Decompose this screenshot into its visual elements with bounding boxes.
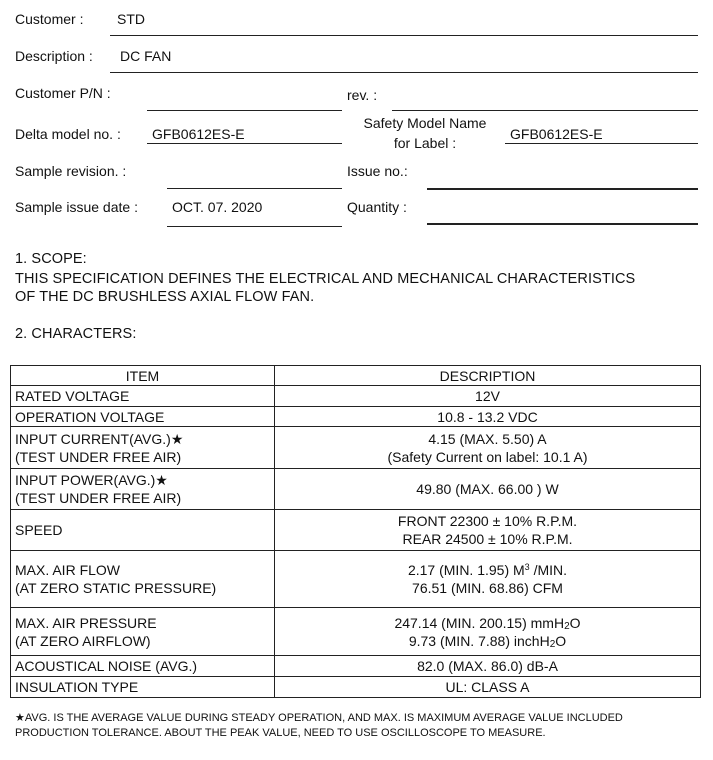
sample-revision-underline	[167, 188, 342, 189]
scope-line-1: THIS SPECIFICATION DEFINES THE ELECTRICAL AND MECHANICAL CHARACTERISTICS	[15, 271, 636, 287]
row-item-line: (AT ZERO AIRFLOW)	[15, 632, 151, 649]
row-item: RATED VOLTAGE	[11, 386, 275, 407]
subscript-two: 2	[564, 620, 570, 632]
superscript-three: 3	[524, 562, 530, 572]
characters-heading: 2. CHARACTERS:	[15, 326, 137, 342]
safety-model-underline	[505, 143, 698, 144]
subscript-two: 2	[549, 638, 556, 650]
rev-label: rev. :	[347, 87, 378, 103]
row-description-line: 247.14 (MIN. 200.15) mmH$_2$O	[394, 614, 581, 632]
footnote-line-1: ★AVG. IS THE AVERAGE VALUE DURING STEADY OPERATION, AND MAX. IS MAXIMUM AVERAGE VALUE INCLUDED	[15, 712, 623, 724]
table-row	[11, 608, 701, 656]
rev-underline	[392, 110, 698, 111]
row-item	[11, 551, 275, 608]
table-row	[11, 386, 701, 407]
row-description-line: REAR 24500 ± 10% R.P.M.	[402, 531, 573, 547]
scope-line-2: OF THE DC BRUSHLESS AXIAL FLOW FAN.	[15, 289, 315, 305]
safety-label-line2: for Label :	[393, 135, 457, 151]
row-item-line: (TEST UNDER FREE AIR)	[15, 490, 182, 506]
row-description	[275, 551, 701, 608]
description-value: DC FAN	[120, 48, 172, 64]
row-description: 10.8 - 13.2 VDC	[275, 407, 701, 427]
quantity-underline	[427, 223, 698, 225]
table-row	[11, 656, 701, 677]
row-item: ACOUSTICAL NOISE (AVG.)	[11, 656, 275, 677]
description-label: Description :	[15, 48, 93, 64]
row-item-line: MAX. AIR FLOW	[15, 562, 121, 578]
customer-pn-underline	[147, 110, 342, 111]
table-row	[11, 510, 701, 551]
sample-issue-date-value: OCT. 07. 2020	[172, 199, 263, 215]
table-row	[11, 551, 701, 608]
row-description: 12V	[275, 386, 701, 407]
row-description	[275, 510, 701, 551]
row-item: INSULATION TYPE	[11, 677, 275, 698]
row-item-line: INPUT POWER(AVG.)★	[15, 472, 168, 488]
sample-issue-date-underline	[167, 226, 342, 227]
row-description-line: 76.51 (MIN. 68.86) CFM	[412, 580, 563, 596]
row-item-line: (TEST UNDER FREE AIR)	[15, 448, 182, 465]
issue-no-underline	[427, 188, 698, 190]
delta-model-value: GFB0612ES-E	[152, 126, 245, 142]
row-description	[275, 427, 701, 469]
sample-issue-date-label: Sample issue date :	[15, 199, 138, 215]
row-description-line: (Safety Current on label: 10.1 A)	[387, 448, 588, 465]
characteristics-table	[10, 365, 701, 698]
safety-model-value: GFB0612ES-E	[510, 126, 603, 142]
delta-model-underline	[147, 143, 342, 144]
issue-no-label: Issue no.:	[347, 163, 408, 179]
row-item: SPEED	[11, 510, 275, 551]
row-item-line: INPUT CURRENT(AVG.)★	[15, 430, 184, 447]
row-description: 82.0 (MAX. 86.0) dB-A	[275, 656, 701, 677]
safety-label-line1: Safety Model Name	[363, 115, 487, 131]
row-item	[11, 469, 275, 510]
table-header-row	[11, 366, 701, 386]
row-description: UL: CLASS A	[275, 677, 701, 698]
row-description	[275, 608, 701, 656]
quantity-label: Quantity :	[347, 199, 407, 215]
table-row	[11, 427, 701, 469]
row-description-line: 4.15 (MAX. 5.50) A	[428, 430, 547, 447]
customer-value: STD	[117, 11, 145, 27]
customer-pn-label: Customer P/N :	[15, 85, 111, 101]
row-description-line: FRONT 22300 ± 10% R.P.M.	[397, 513, 578, 529]
sample-revision-label: Sample revision. :	[15, 163, 127, 179]
row-description: 49.80 (MAX. 66.00 ) W	[275, 469, 701, 510]
footnote-line-2: PRODUCTION TOLERANCE. ABOUT THE PEAK VALUE, NEED TO USE OSCILLOSCOPE TO MEASURE.	[15, 727, 546, 739]
delta-model-label: Delta model no. :	[15, 126, 121, 142]
table-row	[11, 407, 701, 427]
row-description-line: 9.73 (MIN. 7.88) inchH$_2$O	[408, 632, 567, 650]
row-item: OPERATION VOLTAGE	[11, 407, 275, 427]
row-description-line: 2.17 (MIN. 1.95) $M^3$ /MIN.	[407, 562, 568, 578]
row-item-line: (AT ZERO STATIC PRESSURE)	[15, 580, 217, 596]
column-header-item: ITEM	[11, 366, 275, 386]
table-row	[11, 469, 701, 510]
description-underline	[110, 72, 698, 73]
scope-heading: 1. SCOPE:	[15, 251, 87, 267]
row-item	[11, 608, 275, 656]
customer-label: Customer :	[15, 11, 84, 27]
row-item-line: MAX. AIR PRESSURE	[15, 614, 157, 631]
customer-underline	[110, 35, 698, 36]
column-header-description: DESCRIPTION	[275, 366, 701, 386]
row-item	[11, 427, 275, 469]
table-row	[11, 677, 701, 698]
